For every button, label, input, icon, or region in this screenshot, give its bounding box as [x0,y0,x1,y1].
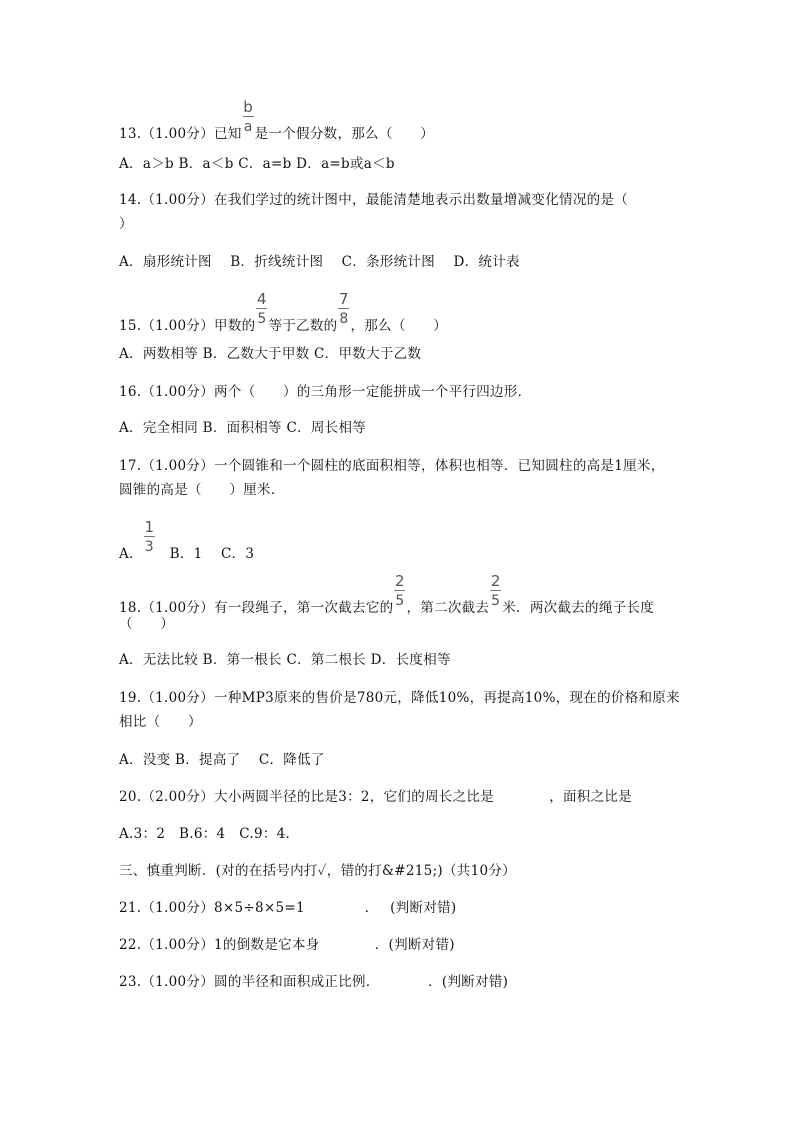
question-20: 20.（2.00分）大小两圆半径的比是3：2，它们的周长之比是 ，面积之比是 [119,789,633,805]
q17-option-a-label: A． [119,546,143,562]
q13-suffix: 是一个假分数，那么（ ） [254,126,435,142]
q18-suffix: 米．两次截去的绳子长度 [502,600,655,616]
question-15 [119,290,448,336]
question-23: 23.（1.00分）圆的半径和面积成正比例． ．(判断对错) [119,974,509,990]
question-21: 21.（1.00分）8×5÷8×5=1 ． (判断对错) [119,900,457,916]
question-18-line2: （ ） [119,616,175,632]
question-16: 16.（1.00分）两个（ ）的三角形一定能拼成一个平行四边形． [119,384,532,400]
question-18-line1 [119,572,655,618]
q14-options: A．扇形统计图 B．折线统计图 C．条形统计图 D．统计表 [119,254,520,270]
q19-options: A．没变 B．提高了 C．降低了 [119,752,325,768]
q18-prefix: 18.（1.00分）有一段绳子，第一次截去它的 [119,600,394,616]
question-17-line1: 17.（1.00分）一个圆锥和一个圆柱的底面积相等，体积也相等．已知圆柱的高是1厘米， [119,458,665,474]
q15-prefix: 15.（1.00分）甲数的 [119,318,256,334]
q13-prefix: 13.（1.00分）已知 [119,126,242,142]
question-14-line2: ） [119,216,133,232]
fraction-4-over-5: $\frac{4}{5}$ [257,290,267,327]
question-22: 22.（1.00分）1的倒数是它本身 ．(判断对错) [119,937,455,953]
question-14-line1: 14.（1.00分）在我们学过的统计图中，最能清楚地表示出数量增减变化情况的是（ [119,192,629,208]
question-17-line2: 圆锥的高是（ ）厘米． [119,482,285,498]
fraction-b-over-a: $\frac{b}{a}$ [243,98,254,135]
q15-suffix: ，那么（ ） [350,318,448,334]
q18-middle: ，第二次截去 [406,600,490,616]
question-19-line1: 19.（1.00分）一种MP3原来的售价是780元，降低10%，再提高10%，现在的价格和原来 [119,690,680,706]
q15-options: A．两数相等 B．乙数大于甲数 C．甲数大于乙数 [119,346,422,362]
q16-options: A．完全相同 B．面积相等 C．周长相等 [119,420,367,436]
q13-options: A．a＞b B．a＜b C．a=b D．a=b或a＜b [119,156,395,172]
q17-options-rest: B．1 C．3 [155,546,255,562]
q18-options: A．无法比较 B．第一根长 C．第二根长 D．长度相等 [119,652,451,668]
fraction-2-over-5-b: $\frac{2}{5}$ [490,572,501,609]
fraction-7-over-8: $\frac{7}{8}$ [339,290,349,327]
q17-options [119,518,255,564]
fraction-1-over-3: $\frac{1}{3}$ [144,518,155,555]
q15-middle: 等于乙数的 [268,318,338,334]
question-19-line2: 相比（ ） [119,714,202,730]
section-3-heading: 三、慎重判断．(对的在括号内打✓，错的打&#215;)（共10分） [119,863,516,879]
q20-options: A.3：2 B.6：4 C.9：4. [119,826,291,842]
question-13 [119,98,435,144]
fraction-2-over-5-a: $\frac{2}{5}$ [395,572,405,609]
